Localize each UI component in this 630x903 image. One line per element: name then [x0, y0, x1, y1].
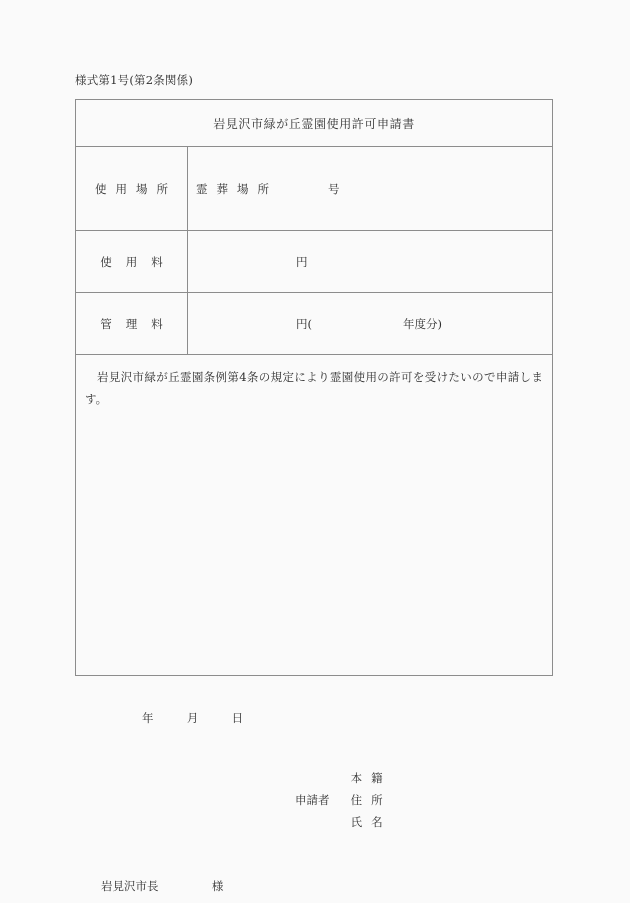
date-day-label: 日: [231, 711, 244, 725]
form-number-label: 様式第1号(第2条関係): [75, 73, 194, 87]
applicant-row-address[interactable]: [295, 789, 392, 811]
body-inner: [76, 355, 552, 893]
row-label-text: 使用料: [100, 254, 177, 269]
table-row: [76, 100, 553, 147]
table-row: [76, 293, 553, 355]
applicant-block: [295, 767, 392, 833]
usage-fee-currency-unit: 円: [296, 254, 308, 269]
row-label-management-fee: [76, 293, 188, 355]
date-year-label: 年: [142, 711, 154, 725]
management-fee-currency-unit: 円(: [296, 316, 312, 331]
application-body-cell: [76, 355, 553, 893]
row-value-usage-fee[interactable]: [188, 231, 553, 293]
applicant-row-honseki[interactable]: [295, 767, 392, 789]
page-title: 岩見沢市緑が丘霊園使用許可申請書: [213, 116, 415, 131]
application-form-table: [75, 99, 553, 893]
row-value-usage-place[interactable]: [188, 147, 553, 231]
row-value-management-fee[interactable]: [188, 293, 553, 355]
row-label-usage-fee: [76, 231, 188, 293]
applicant-row-name[interactable]: [295, 811, 392, 833]
management-fee-fiscal-year-unit: 年度分): [403, 316, 442, 331]
applicant-field-address: 住所: [350, 793, 392, 807]
usage-place-number-unit: 号: [328, 181, 340, 196]
addressee-line: [101, 878, 223, 894]
row-label-text: 使用場所: [95, 181, 177, 196]
addressee-honorific: 様: [211, 879, 224, 893]
table-row: [76, 231, 553, 293]
usage-place-primary-text: 霊葬場所: [196, 181, 278, 196]
form-title-cell: [76, 100, 553, 147]
table-row: [76, 147, 553, 231]
applicant-field-name: 氏名: [350, 815, 392, 829]
applicant-label: 申請者: [295, 793, 330, 807]
date-entry-line[interactable]: [142, 710, 243, 726]
table-row: [76, 355, 553, 676]
addressee-name: 岩見沢市長: [101, 879, 159, 893]
row-label-text: 管理料: [100, 316, 177, 331]
application-statement-text: 岩見沢市緑が丘霊園条例第4条の規定により霊園使用の許可を受けたいので申請します。: [85, 370, 544, 407]
applicant-field-honseki: 本籍: [350, 771, 392, 785]
row-label-usage-place: [76, 147, 188, 231]
date-month-label: 月: [186, 711, 199, 725]
